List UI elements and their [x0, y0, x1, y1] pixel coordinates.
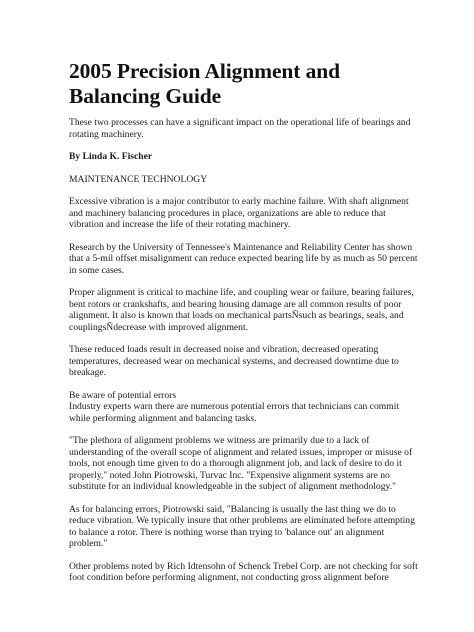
document-title: 2005 Precision Alignment and Balancing Guide	[69, 59, 340, 108]
body-paragraph: Research by the University of Tennessee's Maintenance and Reliability Center has shown that a 5-mil offset misalignment can reduce expected bearing life by as much as 50 percent in some cases.	[69, 241, 418, 276]
body-paragraph: Other problems noted by Rich Idtensohn of Schenck Trebel Corp. are not checking for soft foot condition before performing alignment, not conducting gross alignment before	[69, 560, 418, 583]
intro-paragraph: These two processes can have a significant impact on the operational life of bearings and rotating machinery.	[69, 117, 411, 140]
body-paragraph: Excessive vibration is a major contributor to early machine failure. With shaft alignment and machinery balancing procedures in place, organizations are able to reduce that vibration and increase the life of their rotating machinery.	[69, 196, 409, 230]
body-paragraph: These reduced loads result in decreased noise and vibration, decreased operating temperatures, decreased wear on mechanical systems, and decreased downtime due to breakage.	[69, 344, 399, 378]
body-paragraph: Industry experts warn there are numerous potential errors that technicians can commit while performing alignment and balancing tasks.	[69, 401, 400, 424]
body-paragraph: As for balancing errors, Piotrowski said, "Balancing is usually the last thing we do to reduce vibration. We typically insure that other problems are eliminated before attempting to balance a rotor. There is nothing worse than trying to 'balance out' an alignment problem."	[69, 503, 415, 549]
body-paragraph: Proper alignment is critical to machine life, and coupling wear or failure, bearing failures, bent rotors or crankshafts, and bearing housing damage are all common results of poor alignment. It also is known that loads on mechanical partsÑsuch as bearings, seals, and couplingsÑdecrease with improved alignment.	[69, 287, 414, 333]
subheading: Be aware of potential errors	[69, 389, 177, 401]
document-body	[69, 59, 419, 595]
section-label: MAINTENANCE TECHNOLOGY	[69, 173, 208, 185]
body-paragraph: "The plethora of alignment problems we witness are primarily due to a lack of understanding of the overall scope of alignment and related issues, improper or misuse of tools, not enough time given to do a thorough alignment job, and lack of desire to do it properly," noted John Piotrowski, Turvac Inc. "Expensive alignment systems are no substitute for an individual knowledgeable in the subject of alignment methodology."	[69, 435, 413, 492]
byline: By Linda K. Fischer	[69, 151, 153, 162]
